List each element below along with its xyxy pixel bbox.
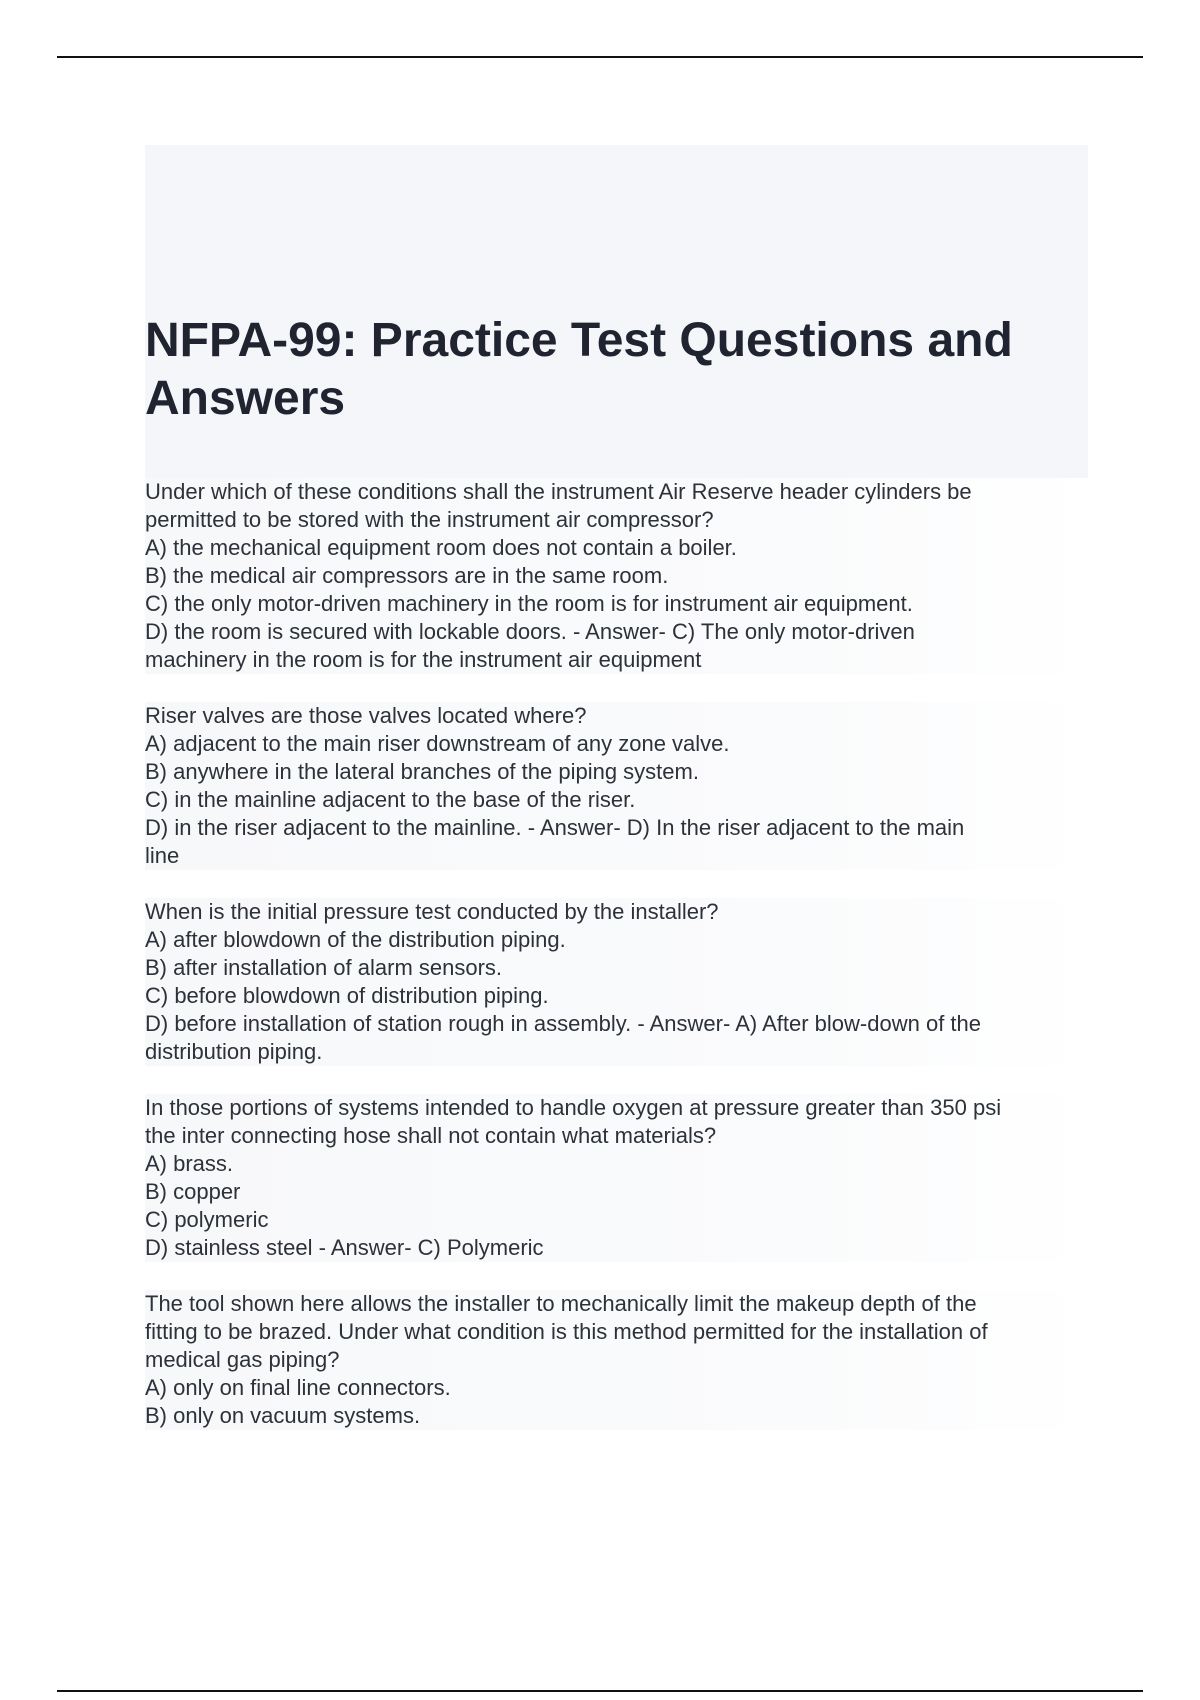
answer-text-line: distribution piping. [145,1039,323,1064]
question-block [145,1094,1090,1262]
answer-option: B) after installation of alarm sensors. [145,955,503,980]
answer-option: A) adjacent to the main riser downstream of any zone valve. [145,731,730,756]
bottom-rule [57,1690,1143,1692]
question-text-line: The tool shown here allows the installer to mechanically limit the makeup depth of the [145,1291,977,1316]
answer-option: C) the only motor-driven machinery in the room is for instrument air equipment. [145,591,913,616]
answer-option: C) before blowdown of distribution piping. [145,983,549,1008]
answer-option: A) only on final line connectors. [145,1375,451,1400]
question-text-line: medical gas piping? [145,1347,340,1372]
answer-option: D) the room is secured with lockable doors. - Answer- C) The only motor-driven [145,619,915,644]
answer-option: B) the medical air compressors are in the same room. [145,563,669,588]
answer-option: A) the mechanical equipment room does not contain a boiler. [145,535,737,560]
top-rule [57,56,1143,58]
answer-option: C) in the mainline adjacent to the base of the riser. [145,787,636,812]
answer-option: D) before installation of station rough in assembly. - Answer- A) After blow-down of the [145,1011,981,1036]
question-text-line: When is the initial pressure test conducted by the installer? [145,899,719,924]
question-block [145,702,1090,870]
answer-option: B) copper [145,1179,241,1204]
question-text-line: In those portions of systems intended to handle oxygen at pressure greater than 350 psi [145,1095,1002,1120]
question-list [145,478,1090,1458]
answer-text-line: machinery in the room is for the instrument air equipment [145,647,702,672]
question-text-line: Riser valves are those valves located where? [145,703,587,728]
question-text-line: fitting to be brazed. Under what condition is this method permitted for the installation of [145,1319,988,1344]
answer-option: D) stainless steel - Answer- C) Polymeric [145,1235,544,1260]
answer-option: B) anywhere in the lateral branches of the piping system. [145,759,699,784]
question-text-line: the inter connecting hose shall not contain what materials? [145,1123,717,1148]
question-text-line: permitted to be stored with the instrument air compressor? [145,507,714,532]
answer-option: C) polymeric [145,1207,269,1232]
answer-text-line: line [145,843,180,868]
answer-option: A) brass. [145,1151,234,1176]
answer-option: D) in the riser adjacent to the mainline. - Answer- D) In the riser adjacent to the main [145,815,965,840]
question-text-line: Under which of these conditions shall the instrument Air Reserve header cylinders be [145,479,972,504]
question-block [145,1290,1090,1430]
question-block [145,898,1090,1066]
question-block [145,478,1090,674]
answer-option: B) only on vacuum systems. [145,1403,421,1428]
page-title: NFPA-99: Practice Test Questions and Answers [145,314,1013,425]
answer-option: A) after blowdown of the distribution piping. [145,927,566,952]
